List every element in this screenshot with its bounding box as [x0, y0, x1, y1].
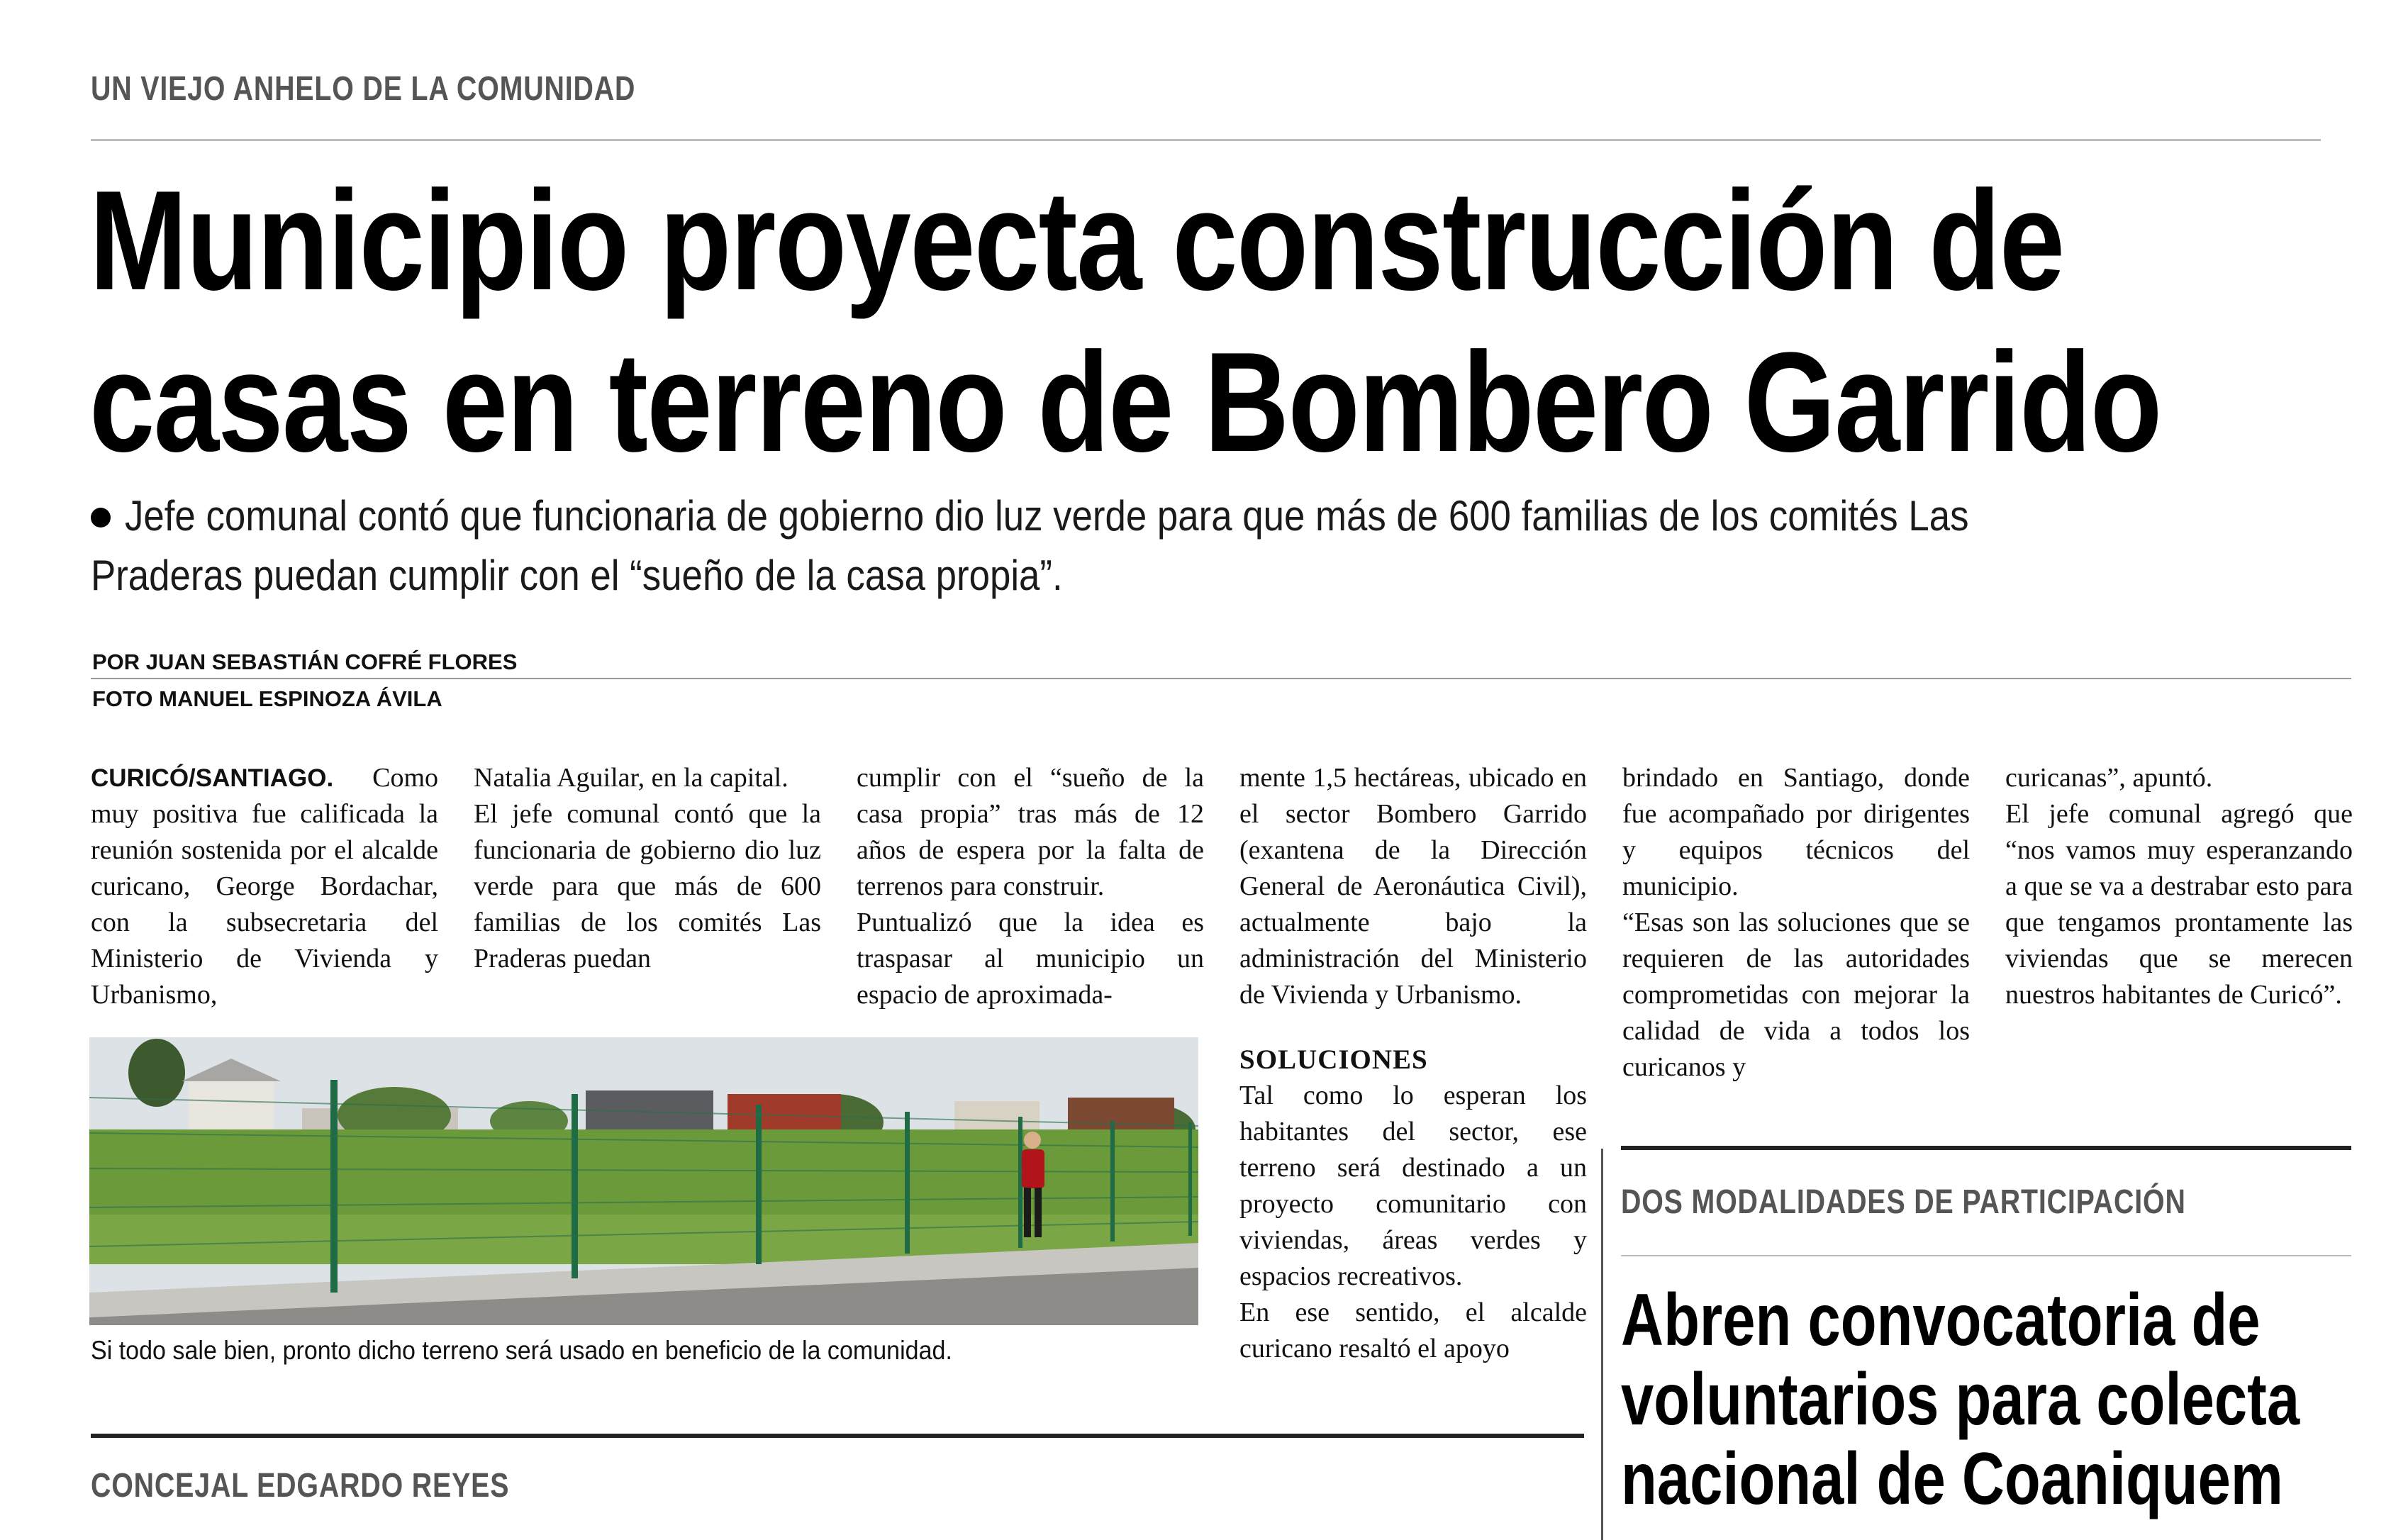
field-photo-illustration: [89, 1037, 1198, 1325]
article-text: Como muy positiva fue calificada la reunión sostenida por el alcalde curicano, George Bordachar, con la subsecretaria del Ministerio de Vivienda y Urbanismo,: [91, 763, 438, 1010]
headline-line-1: Municipio proyecta construcción de: [89, 162, 2064, 320]
sidebar-headline-line-2: voluntarios para colecta: [1621, 1358, 2300, 1441]
sidebar-headline-line-3: nacional de Coaniquem: [1621, 1438, 2283, 1520]
article-column-5: [1622, 760, 1970, 1086]
bullet-dot-icon: [91, 508, 111, 528]
deck-line-1: Jefe comunal contó que funcionaria de gobierno dio luz verde para que más de 600 familias de los comités Las: [125, 492, 1969, 540]
sidebar-divider: [1621, 1255, 2351, 1256]
article-paragraph: Tal como lo esperan los habitantes del sector, ese terreno será destinado a un proyecto comunitario con viviendas, áreas verdes y espacios recreativos.: [1239, 1081, 1587, 1291]
sidebar-kicker: DOS MODALIDADES DE PARTICIPACIÓN: [1621, 1183, 2186, 1221]
photo-caption: Si todo sale bien, pronto dicho terreno será usado en beneficio de la comunidad.: [91, 1336, 952, 1365]
article-photo: [89, 1037, 1198, 1325]
kicker-top: UN VIEJO ANHELO DE LA COMUNIDAD: [91, 70, 636, 108]
article-paragraph: cumplir con el “sueño de la casa propia” tras más de 12 años de espera por la falta de terrenos para construir.: [857, 763, 1204, 901]
article-column-2: [474, 760, 821, 977]
article-paragraph: curicanas”, apuntó.: [2005, 763, 2213, 793]
article-paragraph: En ese sentido, el alcalde curicano resaltó el apoyo: [1239, 1298, 1587, 1363]
sidebar-headline-line-1: Abren convocatoria de: [1621, 1279, 2261, 1361]
article-column-1: [91, 760, 438, 1013]
bottom-left-divider: [91, 1434, 1584, 1438]
article-paragraph: El jefe comunal contó que la funcionaria de gobierno dio luz verde para que más de 600 familias de los comités Las Praderas puedan: [474, 799, 821, 973]
subhead-soluciones: SOLUCIONES: [1239, 1044, 1428, 1075]
article-paragraph: Puntualizó que la idea es traspasar al municipio un espacio de aproximada-: [857, 908, 1204, 1010]
article-column-4: [1239, 760, 1587, 1367]
kicker-bottom-left: CONCEJAL EDGARDO REYES: [91, 1467, 510, 1505]
deck-line-2: Praderas puedan cumplir con el “sueño de la casa propia”.: [91, 552, 1063, 599]
article-paragraph: mente 1,5 hectáreas, ubicado en el sector Bombero Garrido (exantena de la Dirección General de Aeronáutica Civil), actualmente bajo la administración del Ministerio de Vivienda y Urbanismo.: [1239, 763, 1587, 1010]
dateline: CURICÓ/SANTIAGO.: [91, 764, 334, 792]
top-divider: [91, 139, 2321, 141]
article-paragraph: “Esas son las soluciones que se requieren de las autoridades comprometidas con mejorar la calidad de vida a todos los curicanos y: [1622, 908, 1970, 1082]
article-paragraph: Natalia Aguilar, en la capital.: [474, 763, 788, 793]
byline-divider: [91, 678, 2351, 679]
article-column-3: [857, 760, 1204, 1013]
byline-author: POR JUAN SEBASTIÁN COFRÉ FLORES: [92, 649, 518, 674]
sidebar-vertical-rule: [1601, 1149, 1603, 1540]
byline-photo: FOTO MANUEL ESPINOZA ÁVILA: [92, 686, 442, 711]
article-column-6: [2005, 760, 2353, 1013]
article-paragraph: brindado en Santiago, donde fue acompañado por dirigentes y equipos técnicos del municipio.: [1622, 763, 1970, 901]
sidebar-top-divider: [1621, 1146, 2351, 1150]
headline-line-2: casas en terreno de Bombero Garrido: [89, 323, 2161, 481]
article-paragraph: El jefe comunal agregó que “nos vamos muy esperanzando a que se va a destrabar esto para que tengamos prontamente las viviendas que se merecen nuestros habitantes de Curicó”.: [2005, 799, 2353, 1010]
